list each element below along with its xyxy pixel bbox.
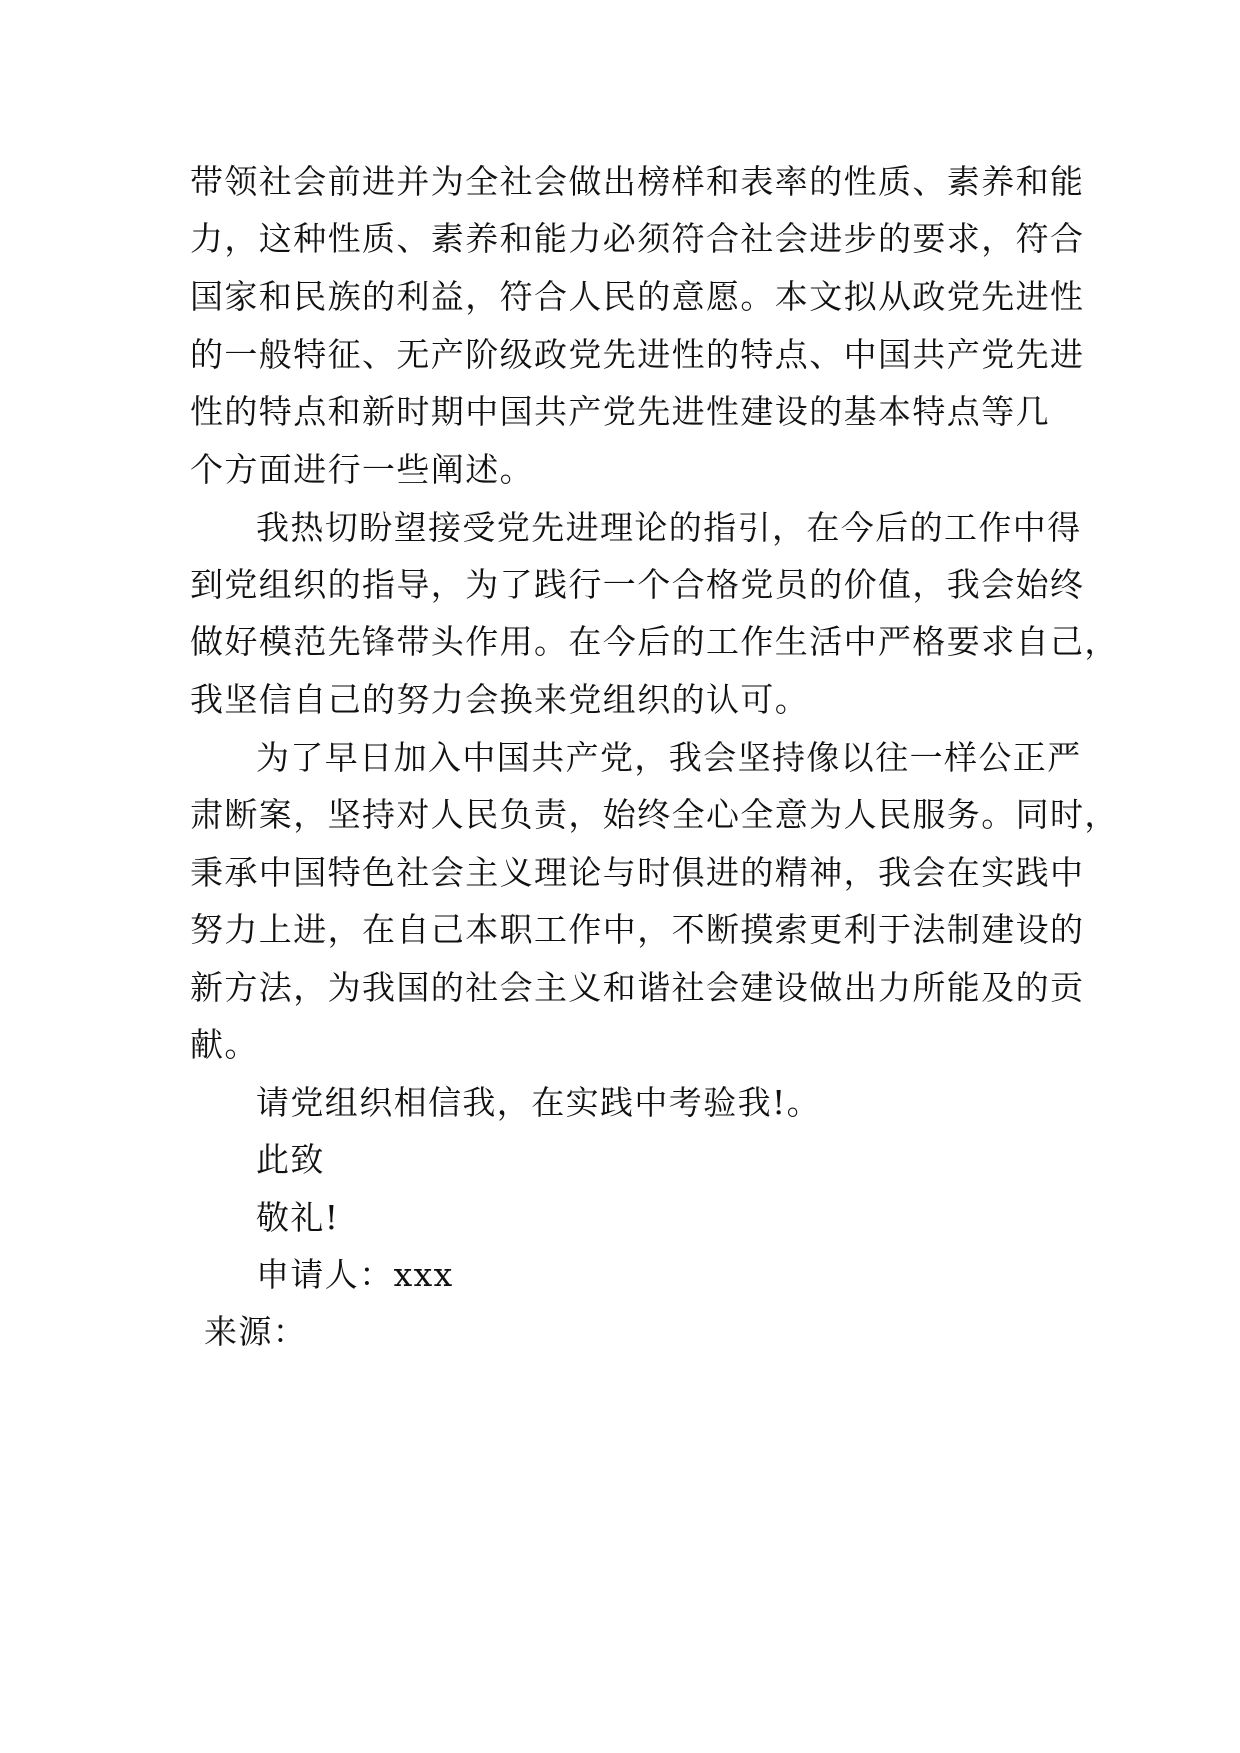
paragraph1-line: 的一般特征、无产阶级政党先进性的特点、中国共产党先进 xyxy=(190,335,1085,374)
paragraph3-line: 秉承中国特色社会主义理论与时俱进的精神，我会在实践中 xyxy=(190,853,1085,892)
paragraph3-line: 新方法，为我国的社会主义和谐社会建设做出力所能及的贡 xyxy=(190,968,1085,1007)
closing-greeting1: 此致 xyxy=(256,1140,325,1179)
paragraph2-line: 到党组织的指导，为了践行一个合格党员的价值，我会始终 xyxy=(190,565,1085,604)
paragraph1-line: 国家和民族的利益，符合人民的意愿。本文拟从政党先进性 xyxy=(190,277,1085,316)
applicant-signature: 申请人：xxx xyxy=(256,1255,454,1294)
paragraph2-line: 做好模范先锋带头作用。在今后的工作生活中严格要求自己， xyxy=(190,622,1119,661)
paragraph1-line: 力，这种性质、素养和能力必须符合社会进步的要求，符合 xyxy=(190,219,1085,258)
paragraph1-line: 带领社会前进并为全社会做出榜样和表率的性质、素养和能 xyxy=(190,162,1085,201)
closing-greeting2: 敬礼! xyxy=(256,1198,340,1237)
paragraph3-line: 努力上进，在自己本职工作中，不断摸索更利于法制建设的 xyxy=(190,910,1085,949)
source-label: 来源： xyxy=(204,1312,308,1351)
paragraph3-line: 肃断案，坚持对人民负责，始终全心全意为人民服务。同时， xyxy=(190,795,1119,834)
closing-request: 请党组织相信我，在实践中考验我!。 xyxy=(256,1083,822,1122)
paragraph2-line: 我坚信自己的努力会换来党组织的认可。 xyxy=(190,680,810,719)
paragraph3-line: 为了早日加入中国共产党，我会坚持像以往一样公正严 xyxy=(256,738,1082,777)
paragraph3-line: 献。 xyxy=(190,1025,259,1064)
paragraph2-line: 我热切盼望接受党先进理论的指引，在今后的工作中得 xyxy=(256,508,1082,547)
paragraph1-line: 性的特点和新时期中国共产党先进性建设的基本特点等几 xyxy=(190,392,1050,431)
paragraph1-line: 个方面进行一些阐述。 xyxy=(190,450,534,489)
